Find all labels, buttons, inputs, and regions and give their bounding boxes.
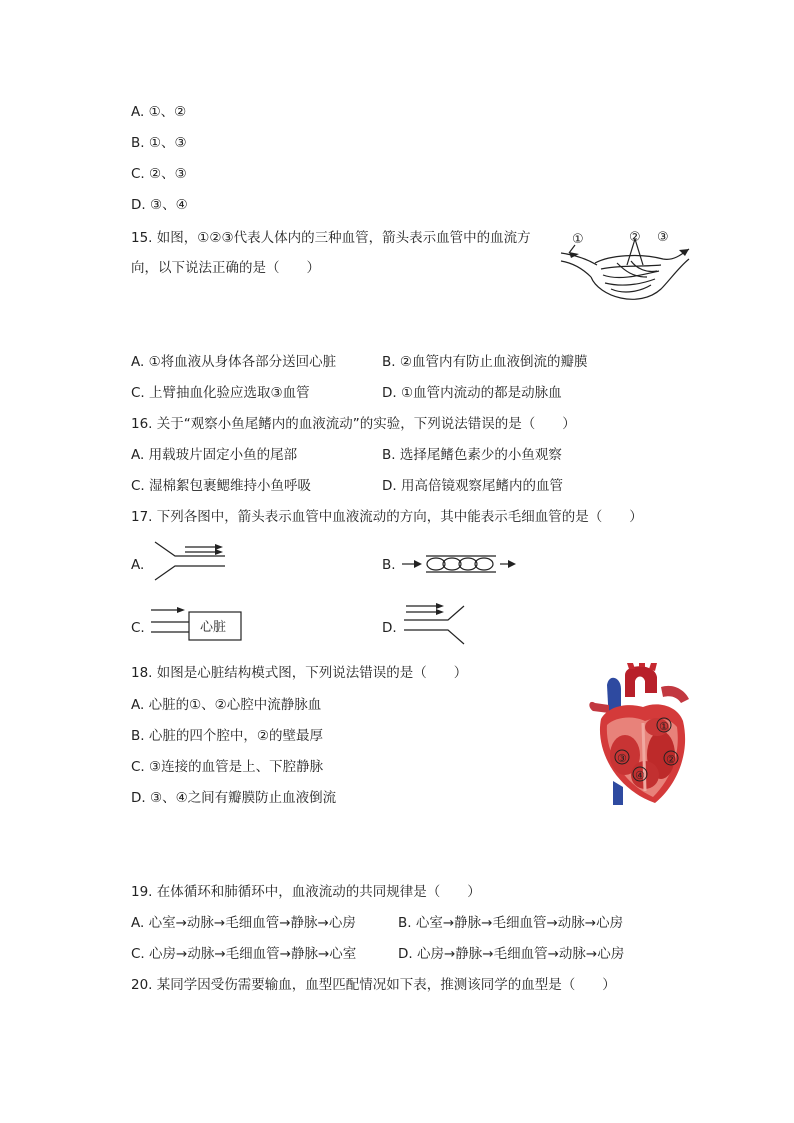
q14-option-b: B. ①、③ [131, 135, 187, 151]
q18-label-4: ④ [635, 769, 645, 782]
q19-option-d: D. 心房→静脉→毛细血管→动脉→心房 [398, 946, 625, 962]
q15-option-a: A. ①将血液从身体各部分送回心脏 [131, 354, 337, 370]
q15-stem-line1: 15. 如图，①②③代表人体内的三种血管，箭头表示血管中的血流方 [131, 230, 531, 246]
q17-option-a-letter: A. [131, 557, 145, 573]
q18-label-3: ③ [617, 752, 627, 765]
q17-option-c-letter: C. [131, 620, 145, 636]
q19-option-a: A. 心室→动脉→毛细血管→静脉→心房 [131, 915, 356, 931]
q17-option-b-diagram [400, 550, 520, 578]
q16-option-b: B. 选择尾鳍色素少的小鱼观察 [382, 447, 562, 463]
q17-option-d-letter: D. [382, 620, 397, 636]
q15-option-c: C. 上臂抽血化验应选取③血管 [131, 385, 310, 401]
q17-option-a-diagram [145, 538, 230, 584]
q20-stem: 20. 某同学因受伤需要输血，血型匹配情况如下表，推测该同学的血型是（ ） [131, 977, 616, 993]
q18-option-a: A. 心脏的①、②心腔中流静脉血 [131, 697, 322, 713]
q18-option-c: C. ③连接的血管是上、下腔静脉 [131, 759, 324, 775]
q16-option-c: C. 湿棉絮包裹鳃维持小鱼呼吸 [131, 478, 312, 494]
q16-stem: 16. 关于“观察小鱼尾鳍内的血液流动”的实验，下列说法错误的是（ ） [131, 416, 576, 432]
q18-stem: 18. 如图是心脏结构模式图，下列说法错误的是（ ） [131, 665, 468, 681]
q14-option-d: D. ③、④ [131, 197, 188, 213]
q16-option-a: A. 用载玻片固定小鱼的尾部 [131, 447, 298, 463]
q17-option-d-diagram [398, 600, 470, 646]
q15-label-1: ① [572, 232, 584, 247]
q18-label-2: ② [666, 753, 676, 766]
q16-option-d: D. 用高倍镜观察尾鳍内的血管 [382, 478, 563, 494]
q17-option-b-letter: B. [382, 557, 396, 573]
q15-option-d: D. ①血管内流动的都是动脉血 [382, 385, 562, 401]
q19-option-b: B. 心室→静脉→毛细血管→动脉→心房 [398, 915, 624, 931]
q14-option-a: A. ①、② [131, 104, 187, 120]
q15-option-b: B. ②血管内有防止血液倒流的瓣膜 [382, 354, 588, 370]
q15-label-2: ② [629, 230, 641, 245]
q15-stem-line2: 向，以下说法正确的是（ ） [131, 260, 320, 276]
q18-option-b: B. 心脏的四个腔中，②的壁最厚 [131, 728, 323, 744]
q18-heart-figure [585, 663, 695, 808]
q15-blood-vessel-figure [555, 225, 695, 313]
q19-stem: 19. 在体循环和肺循环中，血液流动的共同规律是（ ） [131, 884, 481, 900]
q18-option-d: D. ③、④之间有瓣膜防止血液倒流 [131, 790, 337, 806]
q15-label-3: ③ [657, 230, 669, 245]
q19-option-c: C. 心房→动脉→毛细血管→静脉→心室 [131, 946, 357, 962]
q17-heart-box-label: 心脏 [200, 620, 227, 635]
q14-option-c: C. ②、③ [131, 166, 187, 182]
q18-label-1: ① [659, 720, 669, 733]
q17-option-c-diagram [145, 604, 247, 644]
q17-stem: 17. 下列各图中，箭头表示血管中血液流动的方向，其中能表示毛细血管的是（ ） [131, 509, 643, 525]
